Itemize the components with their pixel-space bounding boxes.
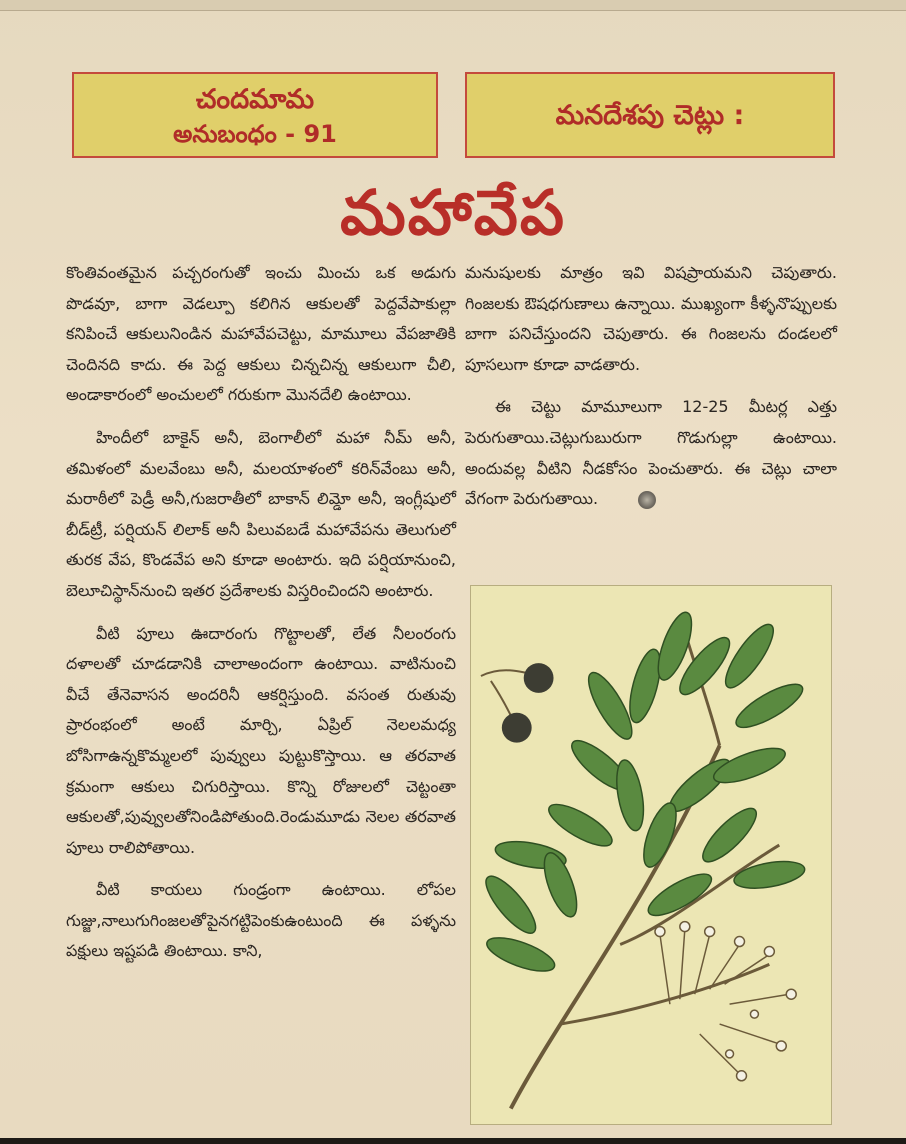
neem-branch-illustration: [470, 585, 832, 1125]
series-label-box: [72, 72, 438, 158]
section-label-box: [465, 72, 835, 158]
paragraph: హిందీలో బాకైన్ అనీ, బెంగాలీలో మహా నీమ్ అనీ, తమిళంలో మలవేంబు అనీ, మలయాళంలో కరిన్‌వేంబు అనీ, మరాఠీలో పెడ్రీ అనీ,గుజరాతీలో బాకాన్ లిమ్డో అనీ, ఇంగ్లీషులో బీడ్‌ట్రీ, పర్షియన్ లిలాక్ అనీ పిలువబడే మహావేపను తెలుగులో తురక వేప, కొండవేప అని కూడా అంటారు. ఇది పర్షియానుంచి, బెలూచిస్థాన్‌నుంచి ఇతర ప్రదేశాలకు విస్తరించిందని అంటారు.: [66, 427, 456, 600]
paragraph: కొంతివంతమైన పచ్చరంగుతో ఇంచు మించు ఒక అడుగు పొడవూ, బాగా వెడల్పూ కలిగిన ఆకులతో పెద్దవేపాకుల్లా కనిపించే ఆకులునిండిన మహావేపచెట్టు, మామూలు వేపజాతికి చెందినది కాదు. ఈ పెద్ద ఆకులు చిన్నచిన్న ఆకులుగా చీలి, అండాకారంలో అంచులలో గరుకుగా మొనదేలి ఉంటాయి.: [66, 263, 456, 405]
paragraph: మనుషులకు మాత్రం ఇవి విషప్రాయమని చెపుతారు. గింజలకు ఔషధగుణాలు ఉన్నాయి. ముఖ్యంగా కీళ్ళనొప్పులకు బాగా పనిచేస్తుందని చెపుతారు. ఈ గింజలను దండలలో పూసలుగా కూడా వాడతారు.: [465, 263, 837, 374]
article-title: మహావేప: [340, 176, 566, 249]
section-title: మనదేశపు చెట్లు :: [555, 100, 745, 131]
bottom-edge-strip: [0, 1138, 906, 1144]
right-text-column: [465, 258, 837, 527]
supplement-number: అనుబంధం - 91: [173, 120, 337, 148]
paragraph: వీటి కాయలు గుండ్రంగా ఉంటాయి. లోపల గుజ్జు,నాలుగుగింజలతోపైనగట్టిపెంకుఉంటుంది ఈ పళ్ళను పక్షులు ఇష్టపడి తింటాయి. కాని,: [66, 880, 456, 961]
magazine-name: చందమామ: [195, 84, 315, 115]
flower-ornament-icon: [638, 491, 656, 509]
left-text-column: [66, 258, 456, 979]
paragraph-text: ఈ చెట్టు మామూలుగా 12-25 మీటర్ల ఎత్తు పెరుగుతాయి.చెట్లుగుబురుగా గొడుగుల్లా ఉంటాయి. అందువల్ల వీటిని నీడకోసం పెంచుతారు. ఈ చెట్లు చాలా వేగంగా పెరుగుతాయి.: [465, 397, 837, 509]
paragraph-last: [465, 392, 837, 514]
top-edge-strip: [0, 0, 906, 11]
paragraph: వీటి పూలు ఊదారంగు గొట్టాలతో, లేత నీలంరంగు దళాలతో చూడడానికి చాలాఅందంగా ఉంటాయి. వాటినుంచి వీచే తేనెవాసన అందరినీ ఆకర్షిస్తుంది. వసంత రుతువు ప్రారంభంలో అంటే మార్చి, ఏప్రిల్ నెలలమధ్య బోసిగాఉన్నకొమ్మలలో పువ్వులు పుట్టుకొస్తాయి. ఆ తరవాత క్రమంగా ఆకులు చిగురిస్తాయి. కొన్ని రోజులలో చెట్టంతా ఆకులతో,పువ్వులతోనిండిపోతుంది.రెండుమూడు నెలల తరవాత పూలు రాలిపోతాయి.: [66, 623, 456, 857]
branch-drawing: [471, 586, 831, 1124]
